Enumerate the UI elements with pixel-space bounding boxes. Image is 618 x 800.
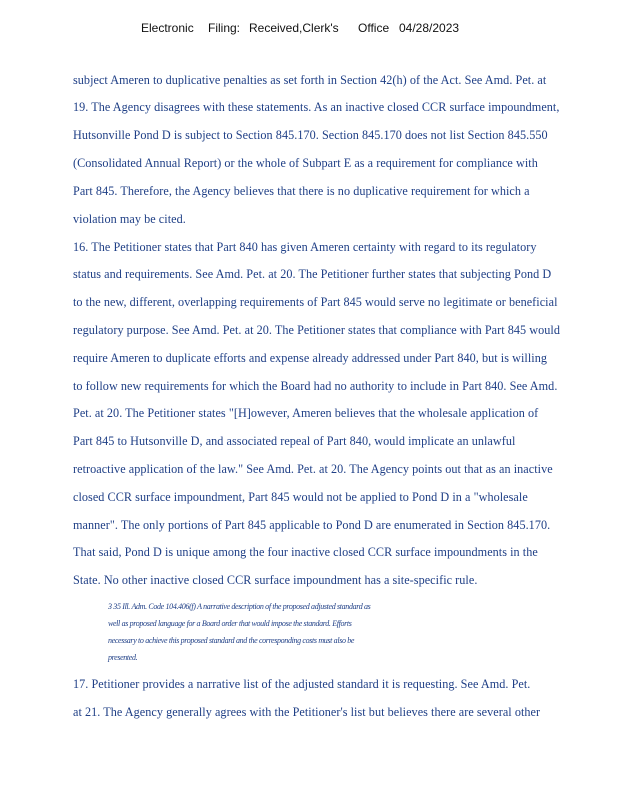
body-line: 16. The Petitioner states that Part 840 has given Ameren certainty with regard to its regulatory	[73, 240, 537, 254]
header-electronic: Electronic	[141, 21, 194, 35]
header-filing: Filing:	[208, 21, 241, 35]
body-line: Pet. at 20. The Petitioner states "[H]owever, Ameren believes that the wholesale application of	[73, 406, 539, 420]
footnote-line: well as proposed language for a Board order that would impose the standard. Efforts	[108, 619, 352, 628]
body-line: at 21. The Agency generally agrees with the Petitioner's list but believes there are several other	[73, 705, 541, 719]
body-line: retroactive application of the law." See Amd. Pet. at 20. The Agency points out that as an inactive	[73, 462, 553, 476]
body-line: State. No other inactive closed CCR surface impoundment has a site-specific rule.	[73, 573, 478, 587]
footnote-line: presented.	[108, 653, 138, 662]
body-line: require Ameren to duplicate efforts and expense already addressed under Part 840, but is willing	[73, 351, 547, 365]
body-line: violation may be cited.	[73, 212, 186, 226]
body-line: to follow new requirements for which the Board had no authority to include in Part 840. See Amd.	[73, 379, 558, 393]
body-line: Part 845 to Hutsonville D, and associated repeal of Part 840, would implicate an unlawful	[73, 434, 516, 448]
body-line: Hutsonville Pond D is subject to Section 845.170. Section 845.170 does not list Section 845.550	[73, 128, 548, 142]
body-line: regulatory purpose. See Amd. Pet. at 20. The Petitioner states that compliance with Part 845 would	[73, 323, 561, 337]
body-line: Part 845. Therefore, the Agency believes that there is no duplicative requirement for which a	[73, 184, 530, 198]
header-office: Office	[358, 21, 390, 35]
body-line: closed CCR surface impoundment, Part 845 would not be applied to Pond D in a "wholesale	[73, 490, 528, 504]
body-line: That said, Pond D is unique among the four inactive closed CCR surface impoundments in the	[73, 545, 538, 559]
footnote-line: 3 35 Ill. Adm. Code 104.406(f) A narrative description of the proposed adjusted standard as	[108, 602, 371, 611]
body-line: manner". The only portions of Part 845 applicable to Pond D are enumerated in Section 845.170.	[73, 518, 551, 532]
header-received-clerks: Received,Clerk's	[249, 21, 339, 35]
header-date: 04/28/2023	[399, 21, 460, 35]
body-line: subject Ameren to duplicative penalties as set forth in Section 42(h) of the Act. See Amd. Pet. at	[73, 73, 547, 87]
body-line: (Consolidated Annual Report) or the whole of Subpart E as a requirement for compliance with	[73, 156, 538, 170]
footnote-line: necessary to achieve this proposed standard and the corresponding costs must also be	[108, 636, 355, 645]
body-line: 19. The Agency disagrees with these statements. As an inactive closed CCR surface impoundment,	[73, 100, 560, 114]
body-line: 17. Petitioner provides a narrative list of the adjusted standard it is requesting. See Amd. Pet.	[73, 677, 531, 691]
body-line: to the new, different, overlapping requirements of Part 845 would serve no legitimate or beneficial	[73, 295, 558, 309]
electronic-filing-header	[0, 21, 618, 105]
body-line: status and requirements. See Amd. Pet. at 20. The Petitioner further states that subjecting Pond D	[73, 267, 552, 281]
